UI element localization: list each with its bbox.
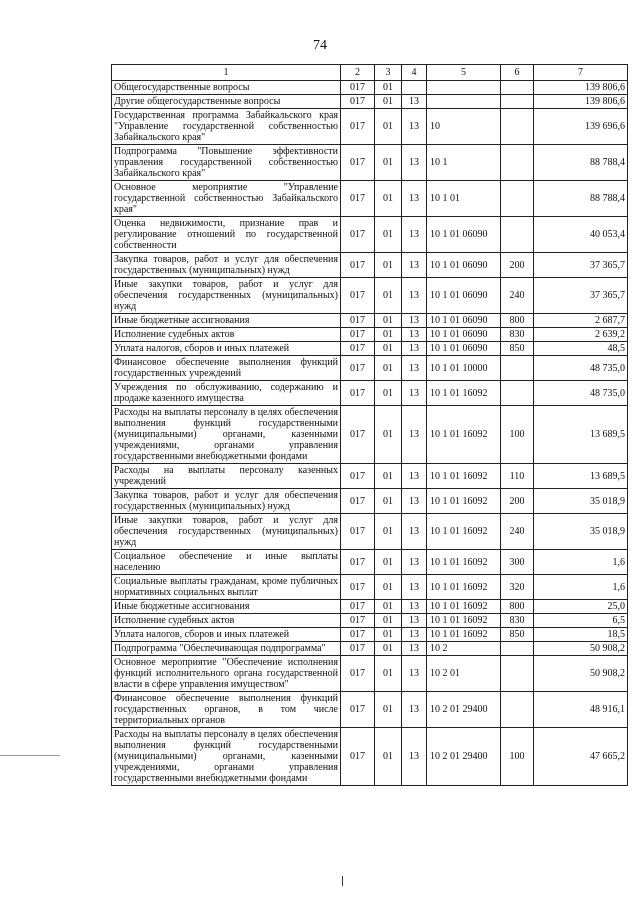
row-name-cell: Расходы на выплаты персоналу казенных учреждений [112, 464, 341, 489]
expense-type-cell: 850 [501, 628, 534, 642]
expense-type-cell [501, 95, 534, 109]
amount-cell: 35 018,9 [534, 489, 628, 514]
section-cell: 01 [375, 600, 402, 614]
row-name-cell: Уплата налогов, сборов и иных платежей [112, 628, 341, 642]
ministry-code-cell: 017 [341, 642, 375, 656]
table-row [112, 314, 628, 328]
expense-type-cell [501, 356, 534, 381]
amount-cell: 139 696,6 [534, 109, 628, 145]
target-article-cell: 10 1 01 16092 [427, 406, 501, 464]
page-number: 74 [313, 38, 327, 53]
table-row [112, 217, 628, 253]
table-body [112, 81, 628, 786]
ministry-code-cell: 017 [341, 600, 375, 614]
expense-type-cell: 100 [501, 406, 534, 464]
target-article-cell: 10 1 01 06090 [427, 278, 501, 314]
target-article-cell: 10 1 01 [427, 181, 501, 217]
budget-table-container [111, 64, 627, 786]
amount-cell: 47 665,2 [534, 728, 628, 786]
amount-cell: 2 639,2 [534, 328, 628, 342]
amount-cell: 48,5 [534, 342, 628, 356]
target-article-cell: 10 2 01 29400 [427, 728, 501, 786]
target-article-cell: 10 1 01 16092 [427, 600, 501, 614]
table-row [112, 181, 628, 217]
amount-cell: 88 788,4 [534, 145, 628, 181]
table-row [112, 81, 628, 95]
row-name-cell: Иные закупки товаров, работ и услуг для обеспечения государственных (муниципальных) нужд [112, 514, 341, 550]
expense-type-cell [501, 656, 534, 692]
row-name-cell: Основное мероприятие "Обеспечение исполнения функций исполнительного органа государственной власти в сфере управления имуществом" [112, 656, 341, 692]
row-name-cell: Закупка товаров, работ и услуг для обеспечения государственных (муниципальных) нужд [112, 253, 341, 278]
target-article-cell: 10 1 01 16092 [427, 614, 501, 628]
subsection-cell: 13 [402, 614, 427, 628]
amount-cell: 13 689,5 [534, 406, 628, 464]
amount-cell: 48 735,0 [534, 381, 628, 406]
column-header: 1 [112, 65, 341, 81]
ministry-code-cell: 017 [341, 356, 375, 381]
subsection-cell: 13 [402, 575, 427, 600]
subsection-cell: 13 [402, 514, 427, 550]
target-article-cell: 10 1 01 16092 [427, 381, 501, 406]
ministry-code-cell: 017 [341, 181, 375, 217]
target-article-cell: 10 1 01 06090 [427, 253, 501, 278]
table-row [112, 575, 628, 600]
column-header: 4 [402, 65, 427, 81]
section-cell: 01 [375, 489, 402, 514]
table-row [112, 109, 628, 145]
expense-type-cell [501, 145, 534, 181]
subsection-cell: 13 [402, 342, 427, 356]
section-cell: 01 [375, 278, 402, 314]
row-name-cell: Государственная программа Забайкальского края "Управление государственной собственностью Забайкальского края" [112, 109, 341, 145]
section-cell: 01 [375, 550, 402, 575]
column-header: 2 [341, 65, 375, 81]
ministry-code-cell: 017 [341, 381, 375, 406]
subsection-cell: 13 [402, 356, 427, 381]
target-article-cell: 10 1 [427, 145, 501, 181]
ministry-code-cell: 017 [341, 406, 375, 464]
amount-cell: 13 689,5 [534, 464, 628, 489]
ministry-code-cell: 017 [341, 464, 375, 489]
ministry-code-cell: 017 [341, 489, 375, 514]
ministry-code-cell: 017 [341, 145, 375, 181]
section-cell: 01 [375, 464, 402, 489]
row-name-cell: Финансовое обеспечение выполнения функций государственных органов, в том числе территориальных органов [112, 692, 341, 728]
ministry-code-cell: 017 [341, 728, 375, 786]
target-article-cell: 10 1 01 06090 [427, 314, 501, 328]
section-cell: 01 [375, 328, 402, 342]
table-row [112, 728, 628, 786]
target-article-cell: 10 1 01 16092 [427, 514, 501, 550]
row-name-cell: Учреждения по обслуживанию, содержанию и продаже казенного имущества [112, 381, 341, 406]
target-article-cell: 10 2 01 29400 [427, 692, 501, 728]
target-article-cell: 10 1 01 06090 [427, 342, 501, 356]
expense-type-cell: 320 [501, 575, 534, 600]
ministry-code-cell: 017 [341, 217, 375, 253]
ministry-code-cell: 017 [341, 81, 375, 95]
footer-mark [342, 876, 343, 886]
expense-type-cell: 830 [501, 328, 534, 342]
expense-type-cell [501, 217, 534, 253]
expense-type-cell: 300 [501, 550, 534, 575]
expense-type-cell [501, 109, 534, 145]
expense-type-cell [501, 181, 534, 217]
amount-cell: 6,5 [534, 614, 628, 628]
row-name-cell: Подпрограмма "Повышение эффективности управления государственной собственностью Забайкальского края" [112, 145, 341, 181]
section-cell: 01 [375, 342, 402, 356]
section-cell: 01 [375, 614, 402, 628]
ministry-code-cell: 017 [341, 575, 375, 600]
amount-cell: 1,6 [534, 575, 628, 600]
subsection-cell: 13 [402, 489, 427, 514]
target-article-cell [427, 81, 501, 95]
ministry-code-cell: 017 [341, 692, 375, 728]
expense-type-cell: 110 [501, 464, 534, 489]
subsection-cell: 13 [402, 656, 427, 692]
expense-type-cell [501, 642, 534, 656]
section-cell: 01 [375, 181, 402, 217]
ministry-code-cell: 017 [341, 514, 375, 550]
table-row [112, 356, 628, 381]
row-name-cell: Расходы на выплаты персоналу в целях обеспечения выполнения функций государственными (муниципальными) органами, казенными учреждениями, органами управления государственными внебюджетными фондами [112, 728, 341, 786]
expense-type-cell: 800 [501, 600, 534, 614]
subsection-cell: 13 [402, 728, 427, 786]
expense-type-cell: 830 [501, 614, 534, 628]
target-article-cell: 10 1 01 16092 [427, 628, 501, 642]
ministry-code-cell: 017 [341, 628, 375, 642]
target-article-cell: 10 2 [427, 642, 501, 656]
section-cell: 01 [375, 728, 402, 786]
amount-cell: 48 916,1 [534, 692, 628, 728]
expense-type-cell: 800 [501, 314, 534, 328]
expense-type-cell: 200 [501, 253, 534, 278]
section-cell: 01 [375, 406, 402, 464]
table-row [112, 278, 628, 314]
column-header: 3 [375, 65, 402, 81]
section-cell: 01 [375, 314, 402, 328]
amount-cell: 139 806,6 [534, 81, 628, 95]
section-cell: 01 [375, 642, 402, 656]
target-article-cell: 10 2 01 [427, 656, 501, 692]
amount-cell: 1,6 [534, 550, 628, 575]
section-cell: 01 [375, 81, 402, 95]
table-row [112, 550, 628, 575]
row-name-cell: Расходы на выплаты персоналу в целях обеспечения выполнения функций государственными (муниципальными) органами, казенными учреждениями, органами управления государственными внебюджетными фондами [112, 406, 341, 464]
amount-cell: 139 806,6 [534, 95, 628, 109]
row-name-cell: Основное мероприятие "Управление государственной собственностью Забайкальского края" [112, 181, 341, 217]
subsection-cell: 13 [402, 328, 427, 342]
ministry-code-cell: 017 [341, 342, 375, 356]
amount-cell: 40 053,4 [534, 217, 628, 253]
subsection-cell: 13 [402, 550, 427, 575]
amount-cell: 88 788,4 [534, 181, 628, 217]
expense-type-cell [501, 381, 534, 406]
table-row [112, 614, 628, 628]
table-row [112, 464, 628, 489]
row-name-cell: Иные бюджетные ассигнования [112, 600, 341, 614]
section-cell: 01 [375, 95, 402, 109]
amount-cell: 48 735,0 [534, 356, 628, 381]
target-article-cell: 10 1 01 10000 [427, 356, 501, 381]
amount-cell: 37 365,7 [534, 253, 628, 278]
table-row [112, 406, 628, 464]
table-row [112, 489, 628, 514]
subsection-cell: 13 [402, 253, 427, 278]
table-row [112, 342, 628, 356]
table-row [112, 381, 628, 406]
ministry-code-cell: 017 [341, 278, 375, 314]
target-article-cell: 10 1 01 06090 [427, 217, 501, 253]
ministry-code-cell: 017 [341, 550, 375, 575]
expense-type-cell: 240 [501, 278, 534, 314]
table-row [112, 95, 628, 109]
expense-type-cell: 850 [501, 342, 534, 356]
table-row [112, 328, 628, 342]
expense-type-cell: 100 [501, 728, 534, 786]
column-header: 6 [501, 65, 534, 81]
row-name-cell: Иные закупки товаров, работ и услуг для обеспечения государственных (муниципальных) нужд [112, 278, 341, 314]
ministry-code-cell: 017 [341, 328, 375, 342]
subsection-cell: 13 [402, 464, 427, 489]
expense-type-cell: 240 [501, 514, 534, 550]
row-name-cell: Закупка товаров, работ и услуг для обеспечения государственных (муниципальных) нужд [112, 489, 341, 514]
table-row [112, 628, 628, 642]
section-cell: 01 [375, 514, 402, 550]
amount-cell: 18,5 [534, 628, 628, 642]
subsection-cell: 13 [402, 95, 427, 109]
ministry-code-cell: 017 [341, 95, 375, 109]
subsection-cell: 13 [402, 109, 427, 145]
section-cell: 01 [375, 575, 402, 600]
target-article-cell: 10 1 01 06090 [427, 328, 501, 342]
section-cell: 01 [375, 656, 402, 692]
budget-table [111, 64, 628, 786]
subsection-cell: 13 [402, 181, 427, 217]
amount-cell: 35 018,9 [534, 514, 628, 550]
section-cell: 01 [375, 145, 402, 181]
row-name-cell: Общегосударственные вопросы [112, 81, 341, 95]
subsection-cell: 13 [402, 217, 427, 253]
table-row [112, 253, 628, 278]
section-cell: 01 [375, 356, 402, 381]
margin-scan-line [0, 755, 60, 756]
ministry-code-cell: 017 [341, 109, 375, 145]
table-row [112, 692, 628, 728]
subsection-cell: 13 [402, 278, 427, 314]
table-row [112, 600, 628, 614]
subsection-cell: 13 [402, 381, 427, 406]
section-cell: 01 [375, 109, 402, 145]
table-row [112, 656, 628, 692]
ministry-code-cell: 017 [341, 656, 375, 692]
amount-cell: 50 908,2 [534, 656, 628, 692]
amount-cell: 2 687,7 [534, 314, 628, 328]
table-header-row [112, 65, 628, 81]
row-name-cell: Оценка недвижимости, признание прав и регулирование отношений по государственной собственности [112, 217, 341, 253]
row-name-cell: Уплата налогов, сборов и иных платежей [112, 342, 341, 356]
section-cell: 01 [375, 628, 402, 642]
subsection-cell: 13 [402, 692, 427, 728]
target-article-cell: 10 1 01 16092 [427, 575, 501, 600]
expense-type-cell: 200 [501, 489, 534, 514]
column-header: 7 [534, 65, 628, 81]
subsection-cell [402, 81, 427, 95]
row-name-cell: Исполнение судебных актов [112, 328, 341, 342]
subsection-cell: 13 [402, 600, 427, 614]
row-name-cell: Социальное обеспечение и иные выплаты населению [112, 550, 341, 575]
row-name-cell: Финансовое обеспечение выполнения функций государственных учреждений [112, 356, 341, 381]
section-cell: 01 [375, 381, 402, 406]
subsection-cell: 13 [402, 145, 427, 181]
target-article-cell: 10 1 01 16092 [427, 489, 501, 514]
amount-cell: 50 908,2 [534, 642, 628, 656]
row-name-cell: Социальные выплаты гражданам, кроме публичных нормативных социальных выплат [112, 575, 341, 600]
row-name-cell: Другие общегосударственные вопросы [112, 95, 341, 109]
column-header: 5 [427, 65, 501, 81]
target-article-cell [427, 95, 501, 109]
amount-cell: 37 365,7 [534, 278, 628, 314]
table-row [112, 642, 628, 656]
target-article-cell: 10 [427, 109, 501, 145]
table-row [112, 145, 628, 181]
target-article-cell: 10 1 01 16092 [427, 550, 501, 575]
section-cell: 01 [375, 253, 402, 278]
amount-cell: 25,0 [534, 600, 628, 614]
row-name-cell: Иные бюджетные ассигнования [112, 314, 341, 328]
target-article-cell: 10 1 01 16092 [427, 464, 501, 489]
expense-type-cell [501, 81, 534, 95]
table-row [112, 514, 628, 550]
ministry-code-cell: 017 [341, 314, 375, 328]
subsection-cell: 13 [402, 314, 427, 328]
section-cell: 01 [375, 217, 402, 253]
section-cell: 01 [375, 692, 402, 728]
row-name-cell: Исполнение судебных актов [112, 614, 341, 628]
ministry-code-cell: 017 [341, 253, 375, 278]
row-name-cell: Подпрограмма "Обеспечивающая подпрограмма" [112, 642, 341, 656]
subsection-cell: 13 [402, 406, 427, 464]
subsection-cell: 13 [402, 642, 427, 656]
subsection-cell: 13 [402, 628, 427, 642]
ministry-code-cell: 017 [341, 614, 375, 628]
expense-type-cell [501, 692, 534, 728]
